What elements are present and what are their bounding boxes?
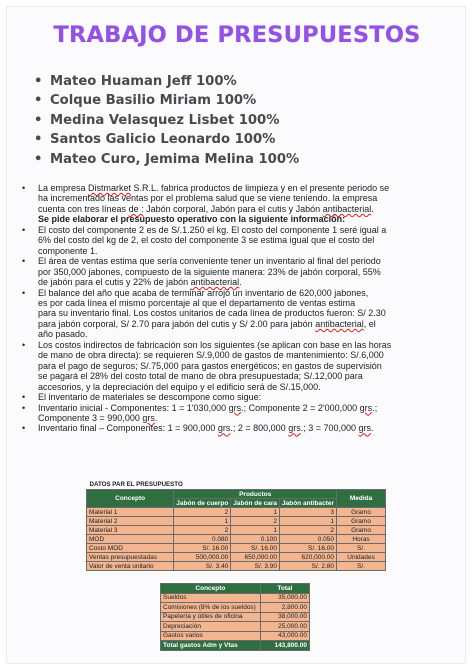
expense-value: 35,000.00 [260, 593, 309, 603]
text-run: Inventario final – Componentes: 1 = 900,000 [38, 423, 218, 434]
paragraph-line [38, 256, 446, 266]
concept-header: Concepto [87, 490, 174, 508]
team-member: • Mateo Curo, Jemima Melina 100% [34, 150, 299, 169]
paragraph-item [22, 288, 446, 340]
text-run: .; Componente 2 = 2'000,000 [241, 402, 360, 413]
paragraph-item [22, 225, 446, 256]
text-run: para jabón corporal, S/ 2.70 para jabón del cutis y S/ 2.00 para jabón [38, 318, 316, 329]
spellcheck-word: de : [128, 203, 144, 214]
table-row [87, 508, 386, 517]
text-run: La empresa [38, 183, 89, 193]
row-label: Ventas presupuestadas [87, 553, 174, 562]
text-run: El costo del componente 2 es de S/.1.250 el kg. El costo del componente 1 seré igual a [38, 224, 387, 235]
spellcheck-word: antibacterial [315, 318, 364, 329]
products-header: Productos [174, 490, 337, 499]
admin-sales-expenses-table [160, 583, 310, 651]
expense-value: 38,000.00 [260, 612, 309, 622]
table-row [161, 612, 310, 622]
expense-value: 25,000.00 [260, 622, 309, 632]
text-run: ha incrementado las ventas por el problema salud que se viene teniendo. la empresa [38, 193, 378, 204]
text-run: .; 3 = 700,000 [300, 423, 359, 434]
paragraph-item [22, 403, 446, 424]
text-run: año pasado. [38, 329, 88, 340]
text-run: . [239, 277, 242, 288]
expense-label: Sueldos [161, 593, 261, 603]
table-cell: 1 [231, 526, 280, 535]
paragraph-item [22, 256, 446, 287]
spellcheck-word: antibacterial [322, 203, 372, 214]
paragraph-line [38, 361, 446, 371]
spellcheck-word: grs [228, 402, 242, 413]
expense-value: 43,000.00 [260, 631, 309, 641]
spellcheck-word: Distmarket [88, 183, 132, 193]
text-run: . [371, 203, 374, 214]
table-cell: 2 [280, 526, 337, 535]
paragraph-line [38, 277, 446, 287]
product-column-header: Jabón antibacter [280, 499, 337, 508]
unit-cell: S/. [337, 544, 386, 553]
table-row [161, 631, 310, 641]
table-cell: 500,000.00 [174, 553, 231, 562]
spellcheck-word: grs [217, 423, 231, 434]
paragraph-line [38, 340, 446, 350]
paragraph-line [38, 350, 446, 360]
team-member: • Mateo Huaman Jeff 100% [34, 72, 299, 91]
row-label: Material 1 [87, 508, 174, 517]
table-cell: 2 [174, 508, 231, 517]
row-label: Valor de venta unitario [87, 562, 174, 571]
text-run: cuenta con tres líneas [38, 203, 129, 214]
measure-header: Medida [337, 490, 386, 508]
text-run: es por cada línea el mismo porcentaje al que el departamento de ventas estima [38, 297, 356, 308]
team-member: • Colque Basilio Miriam 100% [34, 91, 299, 110]
spellcheck-word: grs [288, 423, 301, 434]
text-run: El balance del año que acaba de terminar arrojó un inventario de 620,000 jabones, [38, 287, 369, 298]
paragraph-line [38, 423, 446, 433]
expense-label: Comisiones (8% de los sueldos) [161, 603, 261, 613]
table-cell: 0.050 [280, 535, 337, 544]
table-row [161, 603, 310, 613]
table-cell: 2 [174, 526, 231, 535]
text-run: por 350,000 jabones, compuesto de la siguiente manera: 23% de jabón corporal, 55% [38, 266, 381, 277]
text-run: El inventario de materiales se descompone como sigue: [38, 392, 262, 403]
table-cell: 2 [231, 517, 280, 526]
text-run: componente 1. [38, 245, 98, 256]
text-run: para su inventario final. Los costos unitarios de cada línea de productos fueron: S/ 2.30 [38, 308, 386, 319]
row-label: Material 3 [87, 526, 174, 535]
text-run: 6% del costo del kg de 2, el costo del componente 3 se estima igual que el costo del [38, 235, 375, 246]
paragraph-line [38, 183, 446, 193]
paragraph-line [38, 382, 446, 392]
paragraph-line [38, 204, 446, 214]
unit-cell: Gramo [337, 517, 386, 526]
table-cell: 1 [231, 508, 280, 517]
table-row [87, 526, 386, 535]
spellcheck-word: grs [359, 402, 373, 413]
text-run: . [371, 423, 374, 434]
unit-cell: S/. [337, 562, 386, 571]
unit-cell: Horas [337, 535, 386, 544]
unit-cell: Gramo [337, 508, 386, 517]
paragraph-line [38, 225, 446, 235]
table-cell: S/. 16.00 [231, 544, 280, 553]
expense-label: Depreciación [161, 622, 261, 632]
text-run: Componente 3 = 990,000 [38, 412, 143, 423]
text-run: para el pago de seguros; S/.75,000 para gastos energéticos; en gastos de supervisión [38, 360, 382, 371]
text-run: de mano de obra directa): se requieren S/.9,000 de gastos de mantenimiento: S/.6,000 [38, 350, 384, 361]
text-run: se pagará el 28% del costo total de mano de obra presupuestada; S/.12,000 para [38, 371, 363, 382]
team-member: • Medina Velasquez Lisbet 100% [34, 111, 299, 130]
document-title: TRABAJO DE PRESUPUESTOS [53, 22, 421, 48]
expenses-total-label: Total gastos Adm y Vtas [161, 641, 261, 651]
text-run: .; [372, 402, 378, 413]
unit-cell: Unidades [337, 553, 386, 562]
paragraph-line [38, 298, 446, 308]
table-cell: S/. 16.00 [174, 544, 231, 553]
spellcheck-word: antibacterial [190, 277, 240, 288]
text-run: de jabón para el cutis y 22% de jabón [38, 277, 191, 288]
paragraph-item [22, 183, 446, 225]
unit-cell: Gramo [337, 526, 386, 535]
table-row [161, 593, 310, 603]
paragraph-line [38, 329, 446, 339]
table-cell: S/. 16.00 [280, 544, 337, 553]
text-run: accesorios, y la depreciación del equipo y el edificio será de S/.15,000. [38, 381, 321, 392]
row-label: Costo MOD [87, 544, 174, 553]
team-members-list [34, 72, 299, 169]
paragraph-item [22, 392, 446, 402]
text-run: Jabón corporal, Jabón para el cutis y Jabón [143, 203, 323, 214]
expenses-total-value: 143,800.00 [260, 641, 309, 651]
table-cell: 0.080 [174, 535, 231, 544]
paragraph-line [38, 193, 446, 203]
spellcheck-word: grs [142, 412, 155, 423]
table-cell: S/. 2.80 [280, 562, 337, 571]
paragraph-line [38, 308, 446, 318]
table-cell: 3 [280, 508, 337, 517]
spellcheck-word: grs [358, 423, 372, 434]
product-column-header: Jabón de cara [231, 499, 280, 508]
table-cell: 650,000.00 [231, 553, 280, 562]
table-cell: 1 [174, 517, 231, 526]
budget-table-caption: DATOS PAR EL PRESUPUESTO [89, 481, 183, 488]
expense-value: 2,800.00 [260, 603, 309, 613]
paragraph-line [38, 413, 446, 423]
table-row [87, 544, 386, 553]
table-row [87, 562, 386, 571]
table-row [87, 553, 386, 562]
product-column-header: Jabón de cuerpo [174, 499, 231, 508]
table-cell: 1 [280, 517, 337, 526]
paragraph-line [38, 267, 446, 277]
paragraph-line [38, 403, 446, 413]
paragraph-line [38, 392, 446, 402]
table-row [87, 535, 386, 544]
row-label: MOD [87, 535, 174, 544]
text-run: . [154, 412, 158, 423]
paragraph-line [38, 246, 446, 256]
paragraph-line [38, 371, 446, 381]
table-row [161, 622, 310, 632]
row-label: Material 2 [87, 517, 174, 526]
expenses-concept-header: Concepto [161, 584, 261, 594]
budget-data-table [86, 480, 386, 571]
text-run: .; 2 = 800,000 [230, 423, 289, 434]
expenses-total-header: Total [260, 584, 309, 594]
paragraph-line [38, 235, 446, 245]
expense-label: Papelería y útiles de oficina [161, 612, 261, 622]
problem-statement-list [22, 183, 446, 434]
table-cell: 620,000.00 [280, 553, 337, 562]
text-run: S.R.L. fabrica productos de limpieza y en el presente periodo se [131, 183, 390, 193]
paragraph-line [38, 214, 446, 224]
paragraph-item [22, 340, 446, 392]
paragraph-item [22, 423, 446, 433]
table-row [87, 517, 386, 526]
text-run: , el [363, 318, 376, 329]
text-run: Los costos indirectos de fabricación son los siguientes (se aplican con base en las horas [38, 339, 392, 350]
paragraph-line [38, 288, 446, 298]
team-member: • Santos Galicio Leonardo 100% [34, 130, 299, 149]
text-run: Se pide elaborar el presupuesto operativo con la siguiente información: [38, 214, 346, 225]
text-run: El área de ventas estima que sería conveniente tener un inventario al final del periodo [38, 256, 381, 267]
table-cell: 0.100 [231, 535, 280, 544]
table-cell: S/. 3.90 [231, 562, 280, 571]
expense-label: Gastos varios [161, 631, 261, 641]
text-run: Inventario inicial - Componentes: 1 = 1'030,000 [38, 402, 229, 413]
table-cell: S/. 3.40 [174, 562, 231, 571]
paragraph-line [38, 319, 446, 329]
